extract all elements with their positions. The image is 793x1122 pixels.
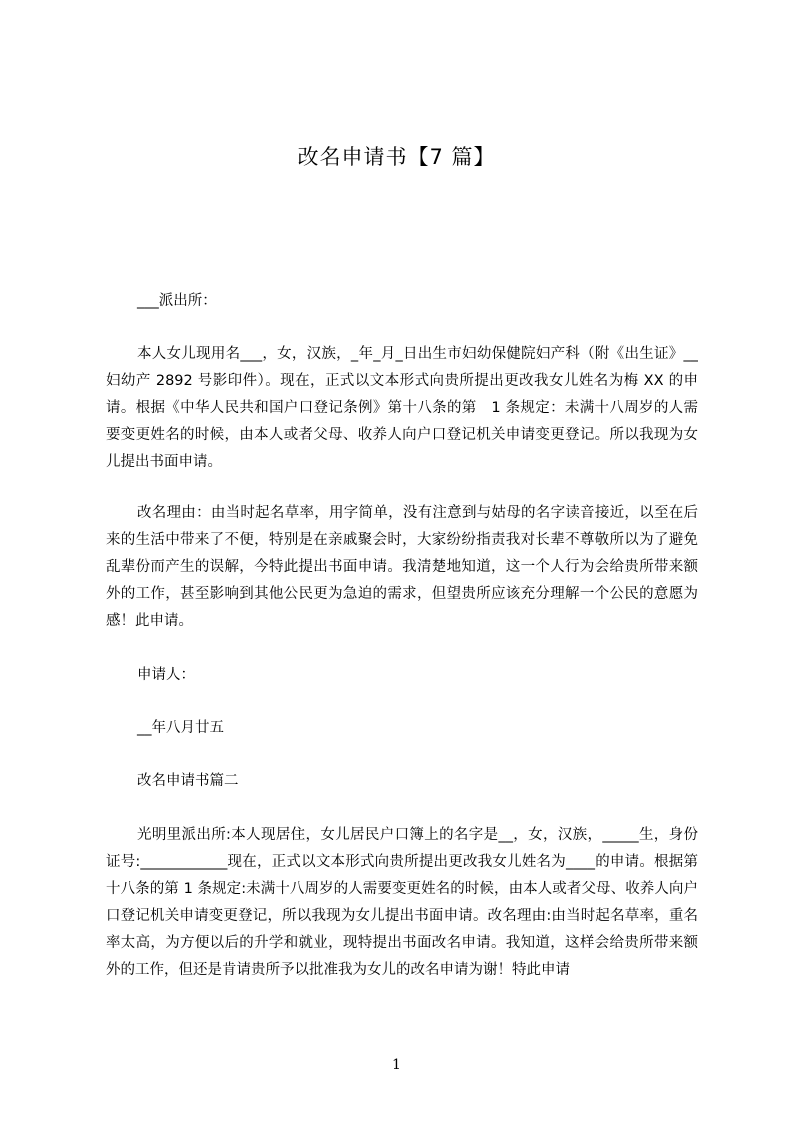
section-heading: 改名申请书篇二	[137, 773, 239, 789]
body-paragraph-2: 改名理由：由当时起名草率，用字简单，没有注意到与姑母的名字读音接近，以至在后来的生活中带来了不便，特别是在亲戚聚会时，大家纷纷指责我对长辈不尊敬所以为了避免乱辈份而产生的误解，今特此提出书面申请。我清楚地知道，这一个人行为会给贵所带来额外的工作，甚至影响到其他公民更为急迫的需求，但望贵所应该充分理解一个公民的意愿为感！此申请。	[106, 505, 698, 629]
document-title: 改名申请书【7 篇】	[297, 145, 496, 169]
body-paragraph-1: 本人女儿现用名___，女，汉族，_年_月_日出生市妇幼保健院妇产科（附《出生证》__妇幼产 2892 号影印件）。现在，正式以文本形式向贵所提出更改我女儿姓名为梅 XX 的申请。根据《中华人民共和国户口登记条例》第十八条的第 1 条规定：未满十八周岁的人需要变更姓名的时候，由本人或者父母、收养人向户口登记机关申请变更登记。所以我现为女儿提出书面申请。	[106, 346, 698, 470]
body-paragraph-3: 光明里派出所:本人现居住，女儿居民户口簿上的名字是__，女，汉族，_____生，身份证号:____________现在，正式以文本形式向贵所提出更改我女儿姓名为____的申请。根据第十八条的第 1 条规定:未满十八周岁的人需要变更姓名的时候，由本人或者父母、收养人向户口登记机关申请变更登记，所以我现为女儿提出书面申请。改名理由:由当时起名草率，重名率太高，为方便以后的升学和就业，现特提出书面改名申请。我知道，这样会给贵所带来额外的工作，但还是肯请贵所予以批准我为女儿的改名申请为谢！特此申请	[106, 827, 698, 978]
salutation-line: ___派出所：	[137, 293, 217, 309]
date-line: __年八月廿五	[137, 720, 224, 736]
page-number: 1	[392, 1057, 401, 1073]
applicant-label: 申请人：	[137, 667, 195, 683]
